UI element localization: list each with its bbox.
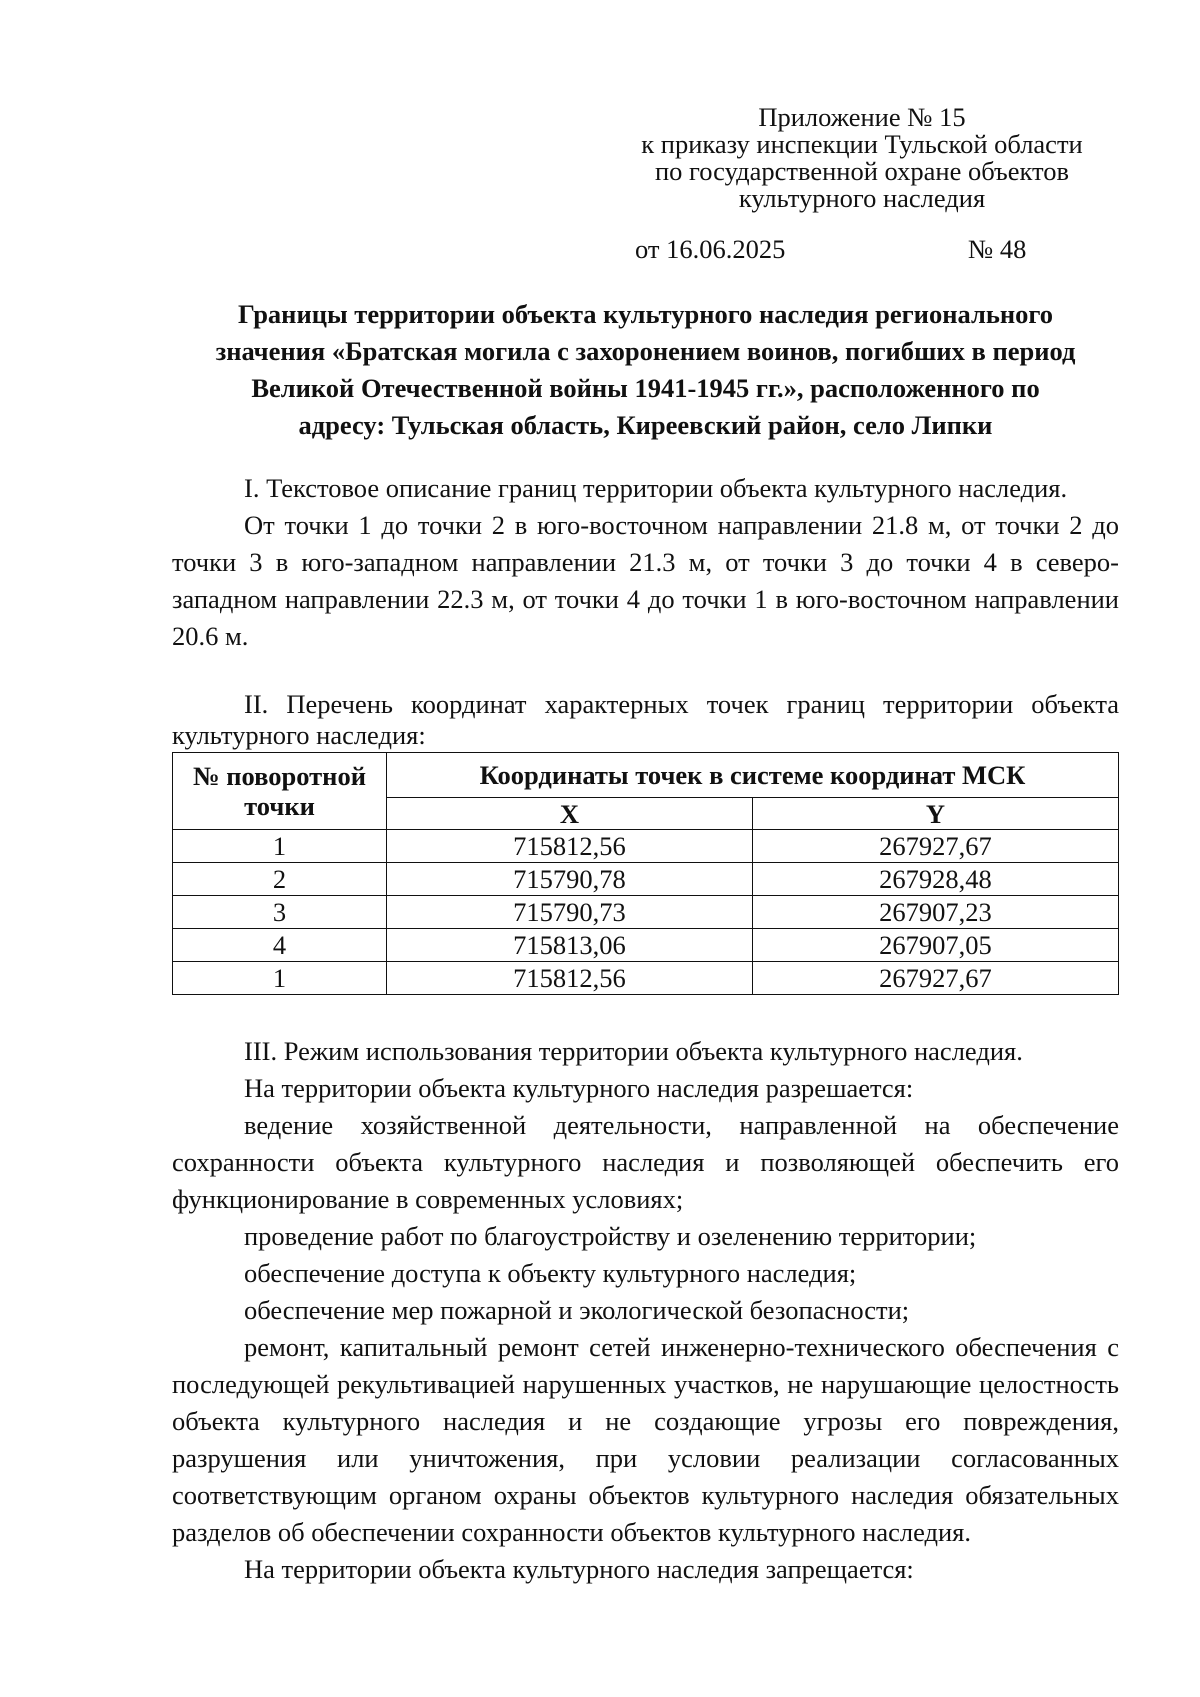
allowed-intro: На территории объекта культурного наследия разрешается:: [244, 1073, 914, 1103]
cell-x: 715812,56: [387, 962, 753, 995]
cell-point: 3: [173, 896, 387, 929]
allowed-item: ведение хозяйственной деятельности, направленной на обеспечение сохранности объекта культурного наследия и позволяющей обеспечить его функционирование в современных условиях;: [172, 1110, 1119, 1214]
column-header-coords: Координаты точек в системе координат МСК: [387, 753, 1119, 798]
allowed-item: обеспечение доступа к объекту культурного наследия;: [244, 1258, 857, 1288]
appendix-authority: по государственной охране объектов: [654, 156, 1070, 186]
cell-y: 267927,67: [752, 830, 1118, 863]
cell-y: 267907,05: [752, 929, 1118, 962]
document-page: [172, 104, 1119, 1588]
table-row: [173, 929, 1119, 962]
section1-heading: I. Текстовое описание границ территории объекта культурного наследия.: [244, 473, 1068, 503]
column-header-point: № поворотной точки: [173, 753, 387, 830]
document-title: [172, 296, 1119, 444]
cell-point: 1: [173, 962, 387, 995]
section-text-description: [172, 470, 1119, 655]
allowed-item: обеспечение мер пожарной и экологической безопасности;: [244, 1295, 910, 1325]
section-usage-regime: [172, 1033, 1119, 1588]
table-row: [173, 830, 1119, 863]
forbidden-intro: На территории объекта культурного наследия запрещается:: [244, 1554, 914, 1584]
table-row: [173, 962, 1119, 995]
cell-x: 715790,78: [387, 863, 753, 896]
title-line: значения «Братская могила с захоронением воинов, погибших в период: [215, 336, 1076, 366]
column-header-y: Y: [752, 798, 1118, 830]
title-line: Великой Отечественной войны 1941-1945 гг.», расположенного по: [251, 373, 1040, 403]
title-line: Границы территории объекта культурного наследия регионального: [238, 299, 1053, 329]
appendix-authority-cont: культурного наследия: [738, 183, 986, 213]
cell-y: 267907,23: [752, 896, 1118, 929]
appendix-order-ref: к приказу инспекции Тульской области: [641, 129, 1083, 159]
order-number: № 48: [968, 234, 1027, 264]
cell-point: 4: [173, 929, 387, 962]
appendix-number: Приложение № 15: [758, 102, 966, 132]
appendix-header: [612, 104, 1112, 212]
section1-text: От точки 1 до точки 2 в юго-восточном направлении 21.8 м, от точки 2 до точки 3 в юго-западном направлении 21.3 м, от точки 3 до точки 4 в северо-западном направлении 22.3 м, от точки 4 до точки 1 в юго-восточном направлении 20.6 м.: [172, 510, 1119, 651]
allowed-item: ремонт, капитальный ремонт сетей инженерно-технического обеспечения с последующей рекультивацией нарушенных участков, не нарушающие целостность объекта культурного наследия и не создающие угрозы его повреждения, разрушения или уничтожения, при условии реализации согласованных соответствующим органом охраны объектов культурного наследия обязательных разделов об обеспечении сохранности объектов культурного наследия.: [172, 1332, 1119, 1547]
cell-y: 267928,48: [752, 863, 1118, 896]
allowed-item: проведение работ по благоустройству и озеленению территории;: [244, 1221, 977, 1251]
cell-y: 267927,67: [752, 962, 1118, 995]
cell-x: 715790,73: [387, 896, 753, 929]
title-line: адресу: Тульская область, Киреевский район, село Липки: [298, 410, 993, 440]
cell-point: 1: [173, 830, 387, 863]
cell-x: 715813,06: [387, 929, 753, 962]
column-header-x: X: [387, 798, 753, 830]
section2-heading: II. Перечень координат характерных точек границ территории объекта культурного наследия:: [172, 689, 1119, 750]
section3-heading: III. Режим использования территории объекта культурного наследия.: [244, 1036, 1023, 1066]
cell-x: 715812,56: [387, 830, 753, 863]
table-row: [173, 896, 1119, 929]
section-coordinates: [172, 689, 1119, 995]
coordinates-table: [172, 752, 1119, 995]
table-row: [173, 863, 1119, 896]
cell-point: 2: [173, 863, 387, 896]
order-date: от 16.06.2025: [635, 234, 786, 264]
order-date-number: [172, 234, 1119, 266]
